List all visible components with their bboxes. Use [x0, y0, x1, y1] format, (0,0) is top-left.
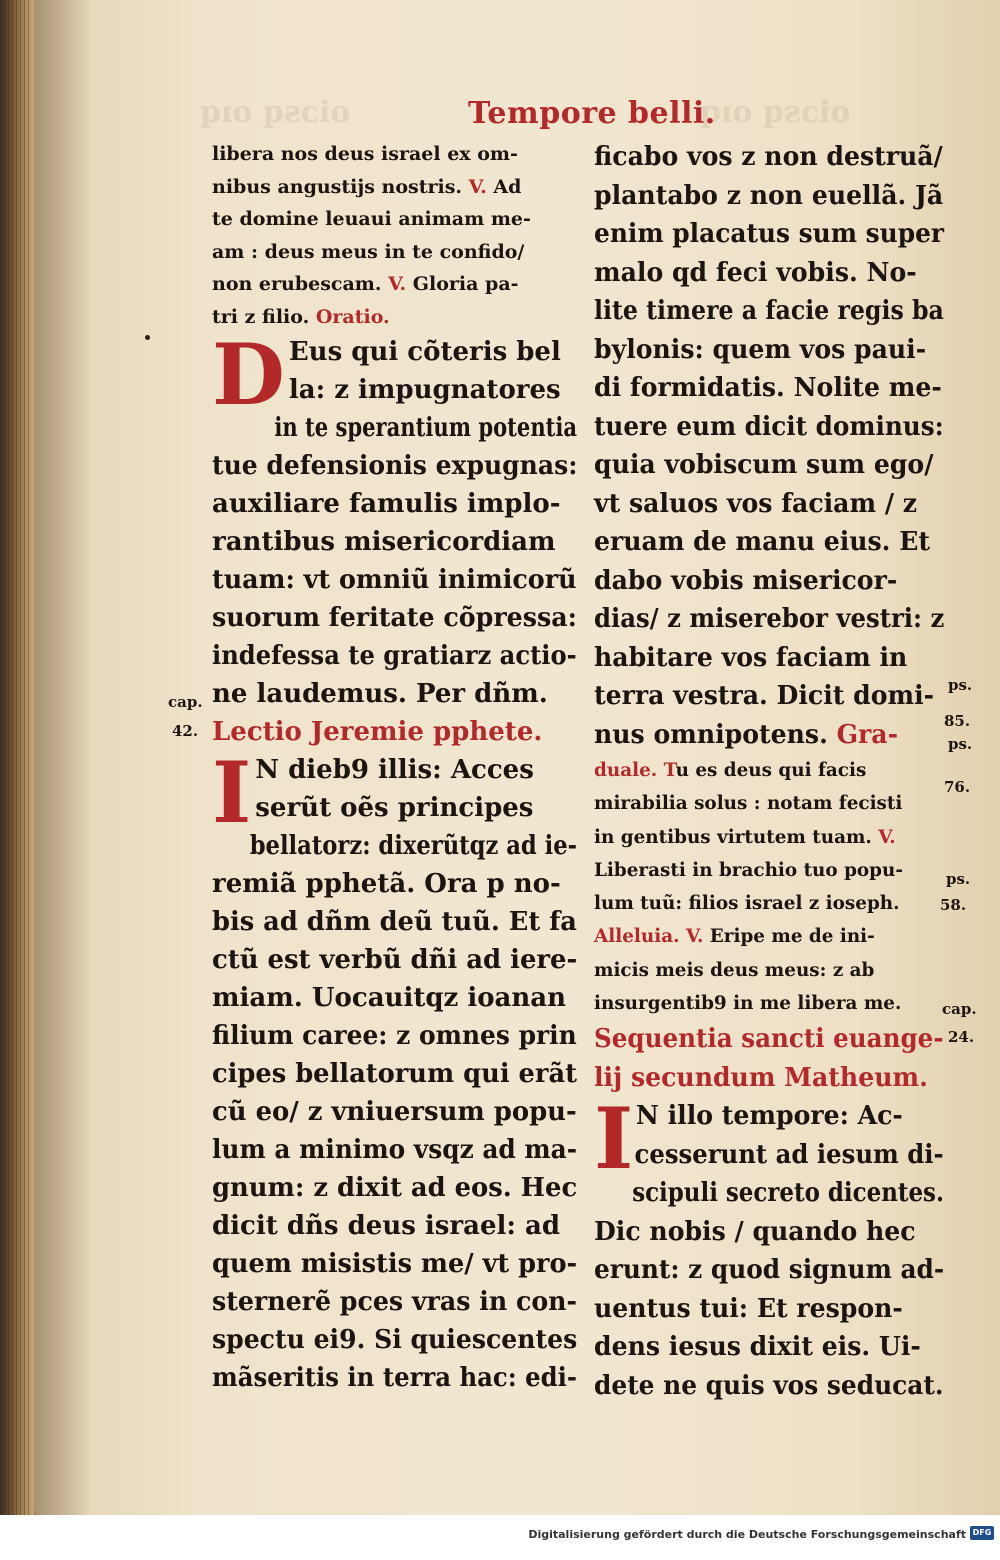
text-line: tue defensionis expugnas: [212, 451, 578, 481]
margin-cap-right-number: 24. [948, 1028, 975, 1046]
text-line: bis ad dñm deũ tuũ. Et fa [212, 907, 577, 937]
lectio-paragraph [212, 743, 578, 1397]
line-text: am : deus meus in te confido/ [212, 240, 525, 263]
margin-psalm-3: ps. [946, 870, 971, 888]
text-line [594, 920, 944, 953]
text-line: ctũ est verbũ dñi ad iere- [212, 945, 578, 975]
line-text: nibus angustijs nostris. [212, 175, 469, 198]
line-text: habitare vos faciam in [594, 642, 908, 673]
oratio-paragraph [212, 325, 578, 713]
funding-credit: Digitalisierung gefördert durch die Deutsche Forschungsgemeinschaft [528, 1528, 966, 1541]
text-line: scipuli secreto dicentes. [632, 1178, 944, 1209]
margin-cap-left-number: 42. [172, 722, 199, 740]
dfg-logo: DFG [970, 1526, 994, 1540]
rubric-text: Gra- [836, 719, 899, 750]
text-line: indefessa te gratiarz actio- [212, 641, 577, 671]
line-text: enim placatus sum super [594, 219, 945, 249]
text-line [594, 485, 944, 524]
margin-cap-right: cap. [942, 1000, 977, 1018]
gospel-paragraph [594, 1089, 956, 1405]
text-line [212, 171, 577, 204]
text-line [594, 954, 944, 987]
left-column [212, 138, 577, 1397]
text-line [594, 716, 944, 755]
gutter-shadow [34, 0, 94, 1515]
text-line [594, 562, 944, 601]
line-text: tuere eum dicit dominus: [594, 411, 944, 442]
rubric-text: T [663, 759, 676, 781]
line-text: bylonis: quem vos paui- [594, 334, 927, 365]
margin-psalm-2-number: 76. [944, 778, 971, 796]
line-text: mirabilia solus : notam fecisti [594, 792, 903, 815]
text-line: gnum: z dixit ad eos. Hec [212, 1173, 578, 1203]
text-line: cesserunt ad iesum di- [634, 1139, 944, 1170]
right-column [594, 138, 956, 1405]
line-text: Gloria pa- [406, 273, 519, 295]
text-line [594, 292, 944, 331]
text-line: dicit dñs deus israel: ad [212, 1211, 561, 1241]
line-text: terra vestra. Dicit domi- [594, 681, 935, 711]
text-line: suorum feritate cõpressa: [212, 603, 577, 633]
text-line: dete ne quis vos seducat. [594, 1370, 944, 1401]
text-line: miam. Uocauitqz ioanan [212, 983, 567, 1013]
text-line [594, 854, 944, 887]
text-line: dens iesus dixit eis. Ui- [594, 1332, 921, 1363]
text-line [594, 369, 944, 408]
text-line [594, 787, 944, 820]
line-text: vt saluos vos faciam / z [594, 488, 918, 519]
text-line: Eus qui cõteris bel [288, 337, 561, 367]
line-text: micis meis deus meus: z ab [594, 958, 875, 981]
text-line [212, 268, 577, 301]
line-text: eruam de manu eius. Et [594, 527, 930, 557]
line-text: Eripe me de ini- [703, 925, 875, 948]
rubric-text: duale. [594, 759, 658, 781]
line-text: nus omnipotens. [594, 719, 837, 750]
text-line [212, 236, 577, 269]
line-text: Liberasti in brachio tuo popu- [594, 858, 904, 881]
text-line: in te sperantium potentia [274, 413, 578, 443]
line-text: libera nos deus israel ex om- [212, 143, 518, 165]
line-text: te domine leuaui animam me- [212, 208, 531, 230]
line-text: di formidatis. Nolite me- [594, 373, 942, 403]
text-line [594, 408, 944, 447]
margin-psalm-2: ps. [948, 735, 973, 753]
decorated-initial-i: I [212, 743, 252, 842]
rubric-heading-line: Sequentia sancti euange- [594, 1024, 944, 1055]
text-line: lum a minimo vsqz ad ma- [212, 1135, 578, 1165]
rubric-heading-line: lij secundum Matheum. [594, 1062, 928, 1093]
line-text: lum tuũ: filios israel z ioseph. [594, 892, 900, 915]
line-text: quia vobiscum sum ego/ [594, 450, 934, 480]
text-line: cipes bellatorum qui erãt [212, 1059, 578, 1089]
showthrough-right: oiɔsq oıq [700, 95, 851, 130]
rubric-text: V. [878, 825, 896, 848]
margin-psalm-3-number: 58. [940, 896, 967, 914]
text-line: erunt: z quod signum ad- [594, 1255, 945, 1286]
right-continued-lines [594, 138, 956, 754]
showthrough-left: oiɔsq oıq [200, 95, 351, 130]
rubric-text: V. [685, 925, 704, 948]
text-line [594, 754, 944, 787]
text-line: quem misistis me/ vt pro- [212, 1249, 578, 1279]
rubric-text: Alleluia. [594, 925, 680, 948]
text-line [594, 215, 945, 254]
text-line [594, 639, 944, 678]
text-line: serũt oẽs principes [255, 793, 534, 823]
text-line [594, 138, 944, 177]
text-line: la: z impugnatores [288, 375, 561, 405]
text-line [594, 523, 944, 562]
text-line: tuam: vt omniũ inimicorũ [212, 565, 577, 595]
decorated-initial-i: I [594, 1089, 634, 1189]
line-text: insurgentib9 in me libera me. [594, 992, 902, 1015]
margin-cap-left: cap. [168, 693, 203, 711]
line-text: tri z filio. [212, 305, 316, 328]
text-line: mãseritis in terra hac: edi- [212, 1363, 578, 1393]
margin-psalm-1-number: 85. [944, 712, 971, 730]
line-text: dias/ z miserebor vestri: z [594, 604, 945, 634]
text-line [594, 177, 944, 216]
ink-dot [145, 335, 150, 340]
page-edges [4, 0, 30, 1560]
line-text: in gentibus virtutem tuam. [594, 825, 879, 848]
line-text: dabo vobis misericor- [594, 565, 898, 596]
decorated-initial-d: D [212, 325, 285, 424]
text-line: ne laudemus. Per dñm. [212, 679, 548, 709]
text-line [594, 254, 944, 293]
sequentia-heading [594, 1020, 956, 1097]
text-line: filium caree: z omnes prin [212, 1021, 577, 1051]
text-line [594, 331, 944, 370]
text-line [594, 600, 945, 639]
text-line [594, 887, 944, 920]
line-text: u es deus qui facis [675, 759, 867, 781]
text-line [212, 138, 577, 171]
running-head: Tempore belli. [468, 96, 716, 131]
line-text: lite timere a facie regis ba [594, 296, 944, 326]
text-line [594, 987, 944, 1020]
lectio-heading: Lectio Jeremie pphete. [212, 717, 543, 747]
text-line: cũ eo/ z vniuersum popu- [212, 1097, 577, 1127]
text-line [594, 821, 944, 854]
line-text: non erubescam. [212, 273, 389, 295]
graduale-lines [594, 754, 956, 1020]
text-line [212, 203, 577, 236]
text-line: Dic nobis / quando hec [594, 1216, 916, 1247]
text-line: sternerẽ pces vras in con- [212, 1287, 578, 1317]
rubric-text: V. [468, 175, 487, 198]
margin-psalm-1: ps. [948, 676, 973, 694]
text-line [212, 301, 577, 334]
line-text: Ad [486, 175, 522, 198]
text-line: N dieb9 illis: Acces [255, 755, 534, 785]
text-line [594, 446, 944, 485]
left-opening-lines [212, 138, 577, 333]
text-line: bellatorz: dixerũtqz ad ie- [249, 831, 578, 861]
rubric-text: V. [388, 273, 407, 295]
text-line: remiã pphetã. Ora p no- [212, 869, 561, 899]
text-line: rantibus misericordiam [212, 527, 556, 557]
text-line: uentus tui: Et respon- [594, 1293, 903, 1324]
text-line: auxiliare famulis implo- [212, 489, 561, 519]
rubric-text: Oratio. [315, 305, 390, 328]
line-text: malo qd feci vobis. No- [594, 257, 917, 288]
text-line [594, 677, 944, 716]
text-line: N illo tempore: Ac- [635, 1101, 903, 1132]
text-line: spectu ei9. Si quiescentes [212, 1325, 578, 1355]
line-text: ficabo vos z non destruã/ [594, 142, 943, 172]
line-text: plantabo z non euellã. Jã [594, 180, 944, 211]
